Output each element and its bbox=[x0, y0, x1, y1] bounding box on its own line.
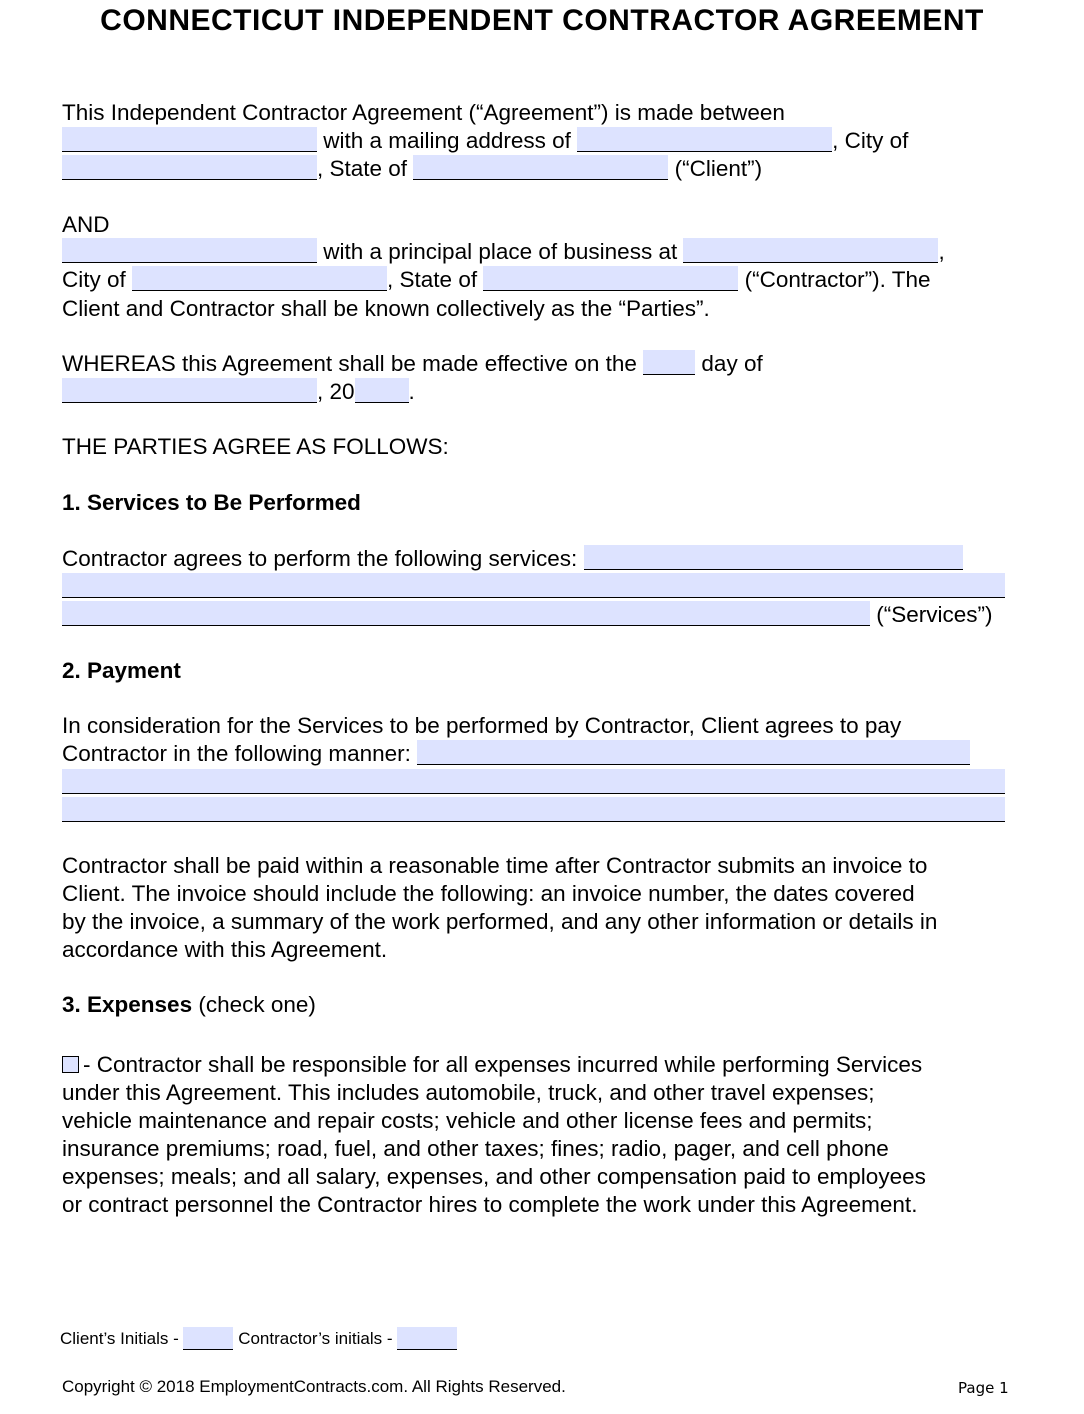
services-field-2[interactable] bbox=[62, 573, 1005, 598]
invoice-para-line-3: by the invoice, a summary of the work performed, and any other information or details in bbox=[62, 909, 938, 934]
expense-option-line-4: insurance premiums; road, fuel, and other taxes; fines; radio, pager, and cell phone bbox=[62, 1136, 889, 1161]
expense-option-text: - Contractor shall be responsible for all expenses incurred while performing Services bbox=[83, 1052, 923, 1077]
contractor-initials-label: Contractor’s initials - bbox=[238, 1329, 393, 1348]
and-line-1 bbox=[62, 238, 945, 266]
whereas-line-1 bbox=[62, 350, 763, 378]
page-number: Page 1 bbox=[958, 1379, 1009, 1397]
client-tag: (“Client”) bbox=[674, 156, 763, 181]
services-line-3 bbox=[62, 601, 993, 629]
expense-option-line-2: under this Agreement. This includes automobile, truck, and other travel expenses; bbox=[62, 1080, 875, 1105]
contractor-address-field[interactable] bbox=[683, 238, 938, 263]
client-state-field[interactable] bbox=[413, 155, 668, 180]
intro-line-1: This Independent Contractor Agreement (“Agreement”) is made between bbox=[62, 100, 785, 125]
services-label: Contractor agrees to perform the following services: bbox=[62, 546, 578, 571]
payment-field-2[interactable] bbox=[62, 769, 1005, 794]
initials-row bbox=[60, 1327, 457, 1350]
section-3-note: (check one) bbox=[192, 992, 316, 1017]
section-3-heading-line bbox=[62, 991, 316, 1019]
section-3-heading: 3. Expenses bbox=[62, 992, 193, 1017]
payment-line-1: In consideration for the Services to be performed by Contractor, Client agrees to pay bbox=[62, 713, 902, 738]
parties-agree-heading: THE PARTIES AGREE AS FOLLOWS: bbox=[62, 434, 449, 459]
client-address-field[interactable] bbox=[577, 127, 832, 152]
invoice-para-line-4: accordance with this Agreement. bbox=[62, 937, 388, 962]
expense-option-line-6: or contract personnel the Contractor hires to complete the work under this Agreement. bbox=[62, 1192, 918, 1217]
payment-label: Contractor in the following manner: bbox=[62, 741, 411, 766]
effective-day-field[interactable] bbox=[643, 350, 695, 375]
services-tag: (“Services”) bbox=[876, 602, 993, 627]
contractor-tag: (“Contractor”). The bbox=[744, 267, 931, 292]
payment-field-1[interactable] bbox=[417, 740, 970, 765]
comma: , bbox=[938, 239, 945, 264]
effective-month-field[interactable] bbox=[62, 378, 317, 403]
effective-year-field[interactable] bbox=[355, 378, 409, 403]
contractor-city-field[interactable] bbox=[132, 266, 387, 291]
parties-definition: Client and Contractor shall be known collectively as the “Parties”. bbox=[62, 296, 710, 321]
services-line-1 bbox=[62, 545, 963, 573]
services-field-3[interactable] bbox=[62, 601, 870, 626]
client-name-field[interactable] bbox=[62, 127, 317, 152]
period: . bbox=[408, 379, 415, 404]
intro-line-2 bbox=[62, 127, 908, 155]
copyright: Copyright © 2018 EmploymentContracts.com. All Rights Reserved. bbox=[62, 1377, 566, 1396]
services-field-1[interactable] bbox=[584, 545, 963, 570]
client-initials-field[interactable] bbox=[183, 1327, 233, 1350]
contractor-initials-field[interactable] bbox=[397, 1327, 457, 1350]
invoice-para-line-2: Client. The invoice should include the following: an invoice number, the dates covered bbox=[62, 881, 915, 906]
expense-option-line-1 bbox=[62, 1051, 922, 1079]
document-title: CONNECTICUT INDEPENDENT CONTRACTOR AGREEMENT bbox=[100, 4, 984, 37]
and-line-2 bbox=[62, 266, 931, 294]
day-of-label: day of bbox=[701, 351, 763, 376]
contractor-name-field[interactable] bbox=[62, 238, 317, 263]
and-label: AND bbox=[62, 212, 110, 237]
invoice-para-line-1: Contractor shall be paid within a reasonable time after Contractor submits an invoice to bbox=[62, 853, 928, 878]
client-city-field[interactable] bbox=[62, 155, 317, 180]
whereas-line-2 bbox=[62, 378, 415, 406]
principal-place-label: with a principal place of business at bbox=[323, 239, 678, 264]
expense-option-line-3: vehicle maintenance and repair costs; vehicle and other license fees and permits; bbox=[62, 1108, 873, 1133]
expense-option-checkbox[interactable] bbox=[62, 1056, 79, 1073]
section-1-heading: 1. Services to Be Performed bbox=[62, 490, 361, 515]
intro-line-3 bbox=[62, 155, 762, 183]
section-2-heading: 2. Payment bbox=[62, 658, 181, 683]
state-of-label-2: , State of bbox=[387, 267, 478, 292]
city-of-label-2: City of bbox=[62, 267, 126, 292]
year-prefix: , 20 bbox=[317, 379, 355, 404]
city-of-label: , City of bbox=[832, 128, 909, 153]
expense-option-line-5: expenses; meals; and all salary, expenses, and other compensation paid to employees bbox=[62, 1164, 926, 1189]
client-initials-label: Client’s Initials - bbox=[60, 1329, 179, 1348]
payment-line-2 bbox=[62, 740, 970, 768]
whereas-text: WHEREAS this Agreement shall be made effective on the bbox=[62, 351, 637, 376]
state-of-label: , State of bbox=[317, 156, 408, 181]
mailing-address-label: with a mailing address of bbox=[323, 128, 571, 153]
contractor-state-field[interactable] bbox=[483, 266, 738, 291]
payment-field-3[interactable] bbox=[62, 797, 1005, 822]
